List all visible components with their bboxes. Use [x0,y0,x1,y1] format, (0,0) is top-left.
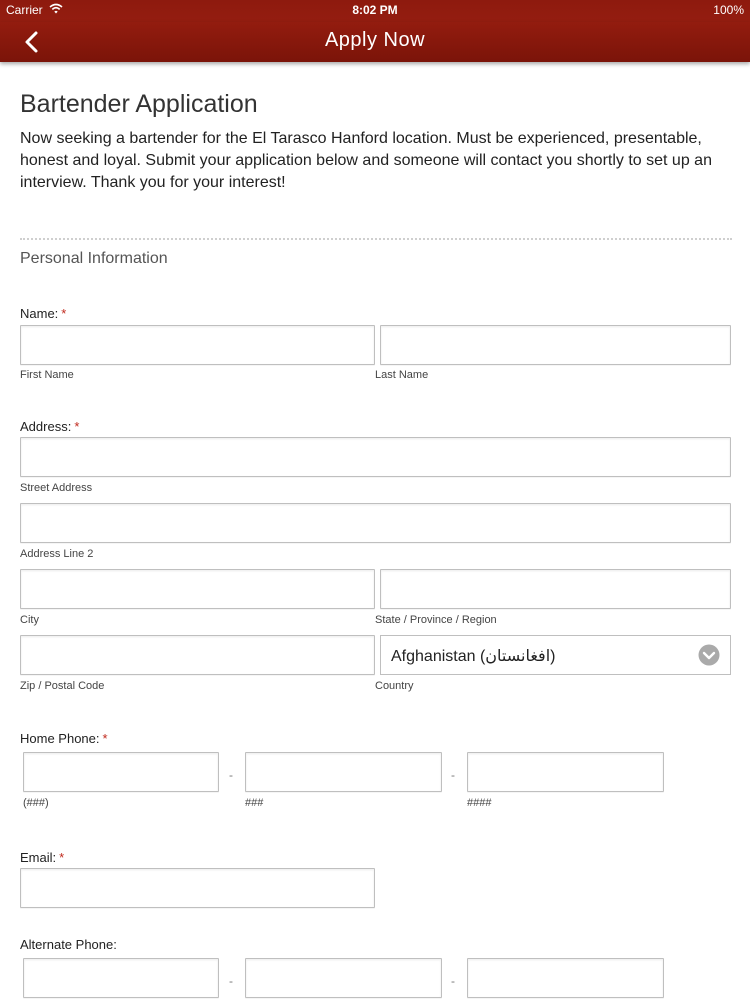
state-sublabel: State / Province / Region [375,614,497,626]
state-input[interactable] [380,569,731,609]
phone-separator: - [229,768,233,782]
name-label: Name: * [20,306,67,321]
first-name-input[interactable] [20,325,375,365]
page-title: Bartender Application [20,90,258,118]
required-mark: * [74,419,80,434]
battery-level: 100% [713,3,744,17]
city-sublabel: City [20,614,39,626]
home-phone-area-sublabel: (###) [23,797,49,809]
section-title: Personal Information [20,250,168,267]
email-input[interactable] [20,868,375,908]
carrier-label: Carrier [6,3,43,17]
home-phone-prefix-input[interactable] [245,752,442,792]
alt-phone-line-input[interactable] [467,958,664,998]
phone-separator: - [451,974,455,988]
alternate-phone-label: Alternate Phone: [20,937,117,952]
status-bar [0,0,750,22]
zip-sublabel: Zip / Postal Code [20,680,105,692]
phone-separator: - [451,768,455,782]
street-address-input[interactable] [20,437,731,477]
first-name-sublabel: First Name [20,369,74,381]
nav-title: Apply Now [324,29,426,51]
required-mark: * [102,731,108,746]
alt-phone-area-input[interactable] [23,958,219,998]
phone-separator: - [229,974,233,988]
chevron-down-icon [698,644,720,666]
nav-bar [0,22,750,62]
alt-phone-prefix-input[interactable] [245,958,442,998]
country-value: Afghanistan (افغانستان) [391,648,556,665]
last-name-sublabel: Last Name [375,369,429,381]
required-mark: * [59,850,65,865]
status-time: 8:02 PM [352,3,398,17]
address-line2-sublabel: Address Line 2 [20,548,94,560]
home-phone-area-input[interactable] [23,752,219,792]
last-name-input[interactable] [380,325,731,365]
address-label: Address: * [20,419,80,434]
section-divider [20,238,732,240]
email-label: Email: * [20,850,65,865]
country-sublabel: Country [375,680,414,692]
home-phone-label: Home Phone: * [20,731,108,746]
address-line2-input[interactable] [20,503,731,543]
required-mark: * [61,306,67,321]
street-address-sublabel: Street Address [20,482,93,494]
city-input[interactable] [20,569,375,609]
home-phone-line-input[interactable] [467,752,664,792]
home-phone-prefix-sublabel: ### [245,797,264,809]
page-description: Now seeking a bartender for the El Tarasco Hanford location. Must be experienced, presentable, honest and loyal. Submit your application below and someone will contact you shortly to set up an interview. Thank you for your interest! [20,130,712,191]
home-phone-line-sublabel: #### [467,797,492,809]
country-select[interactable] [380,635,731,675]
zip-input[interactable] [20,635,375,675]
